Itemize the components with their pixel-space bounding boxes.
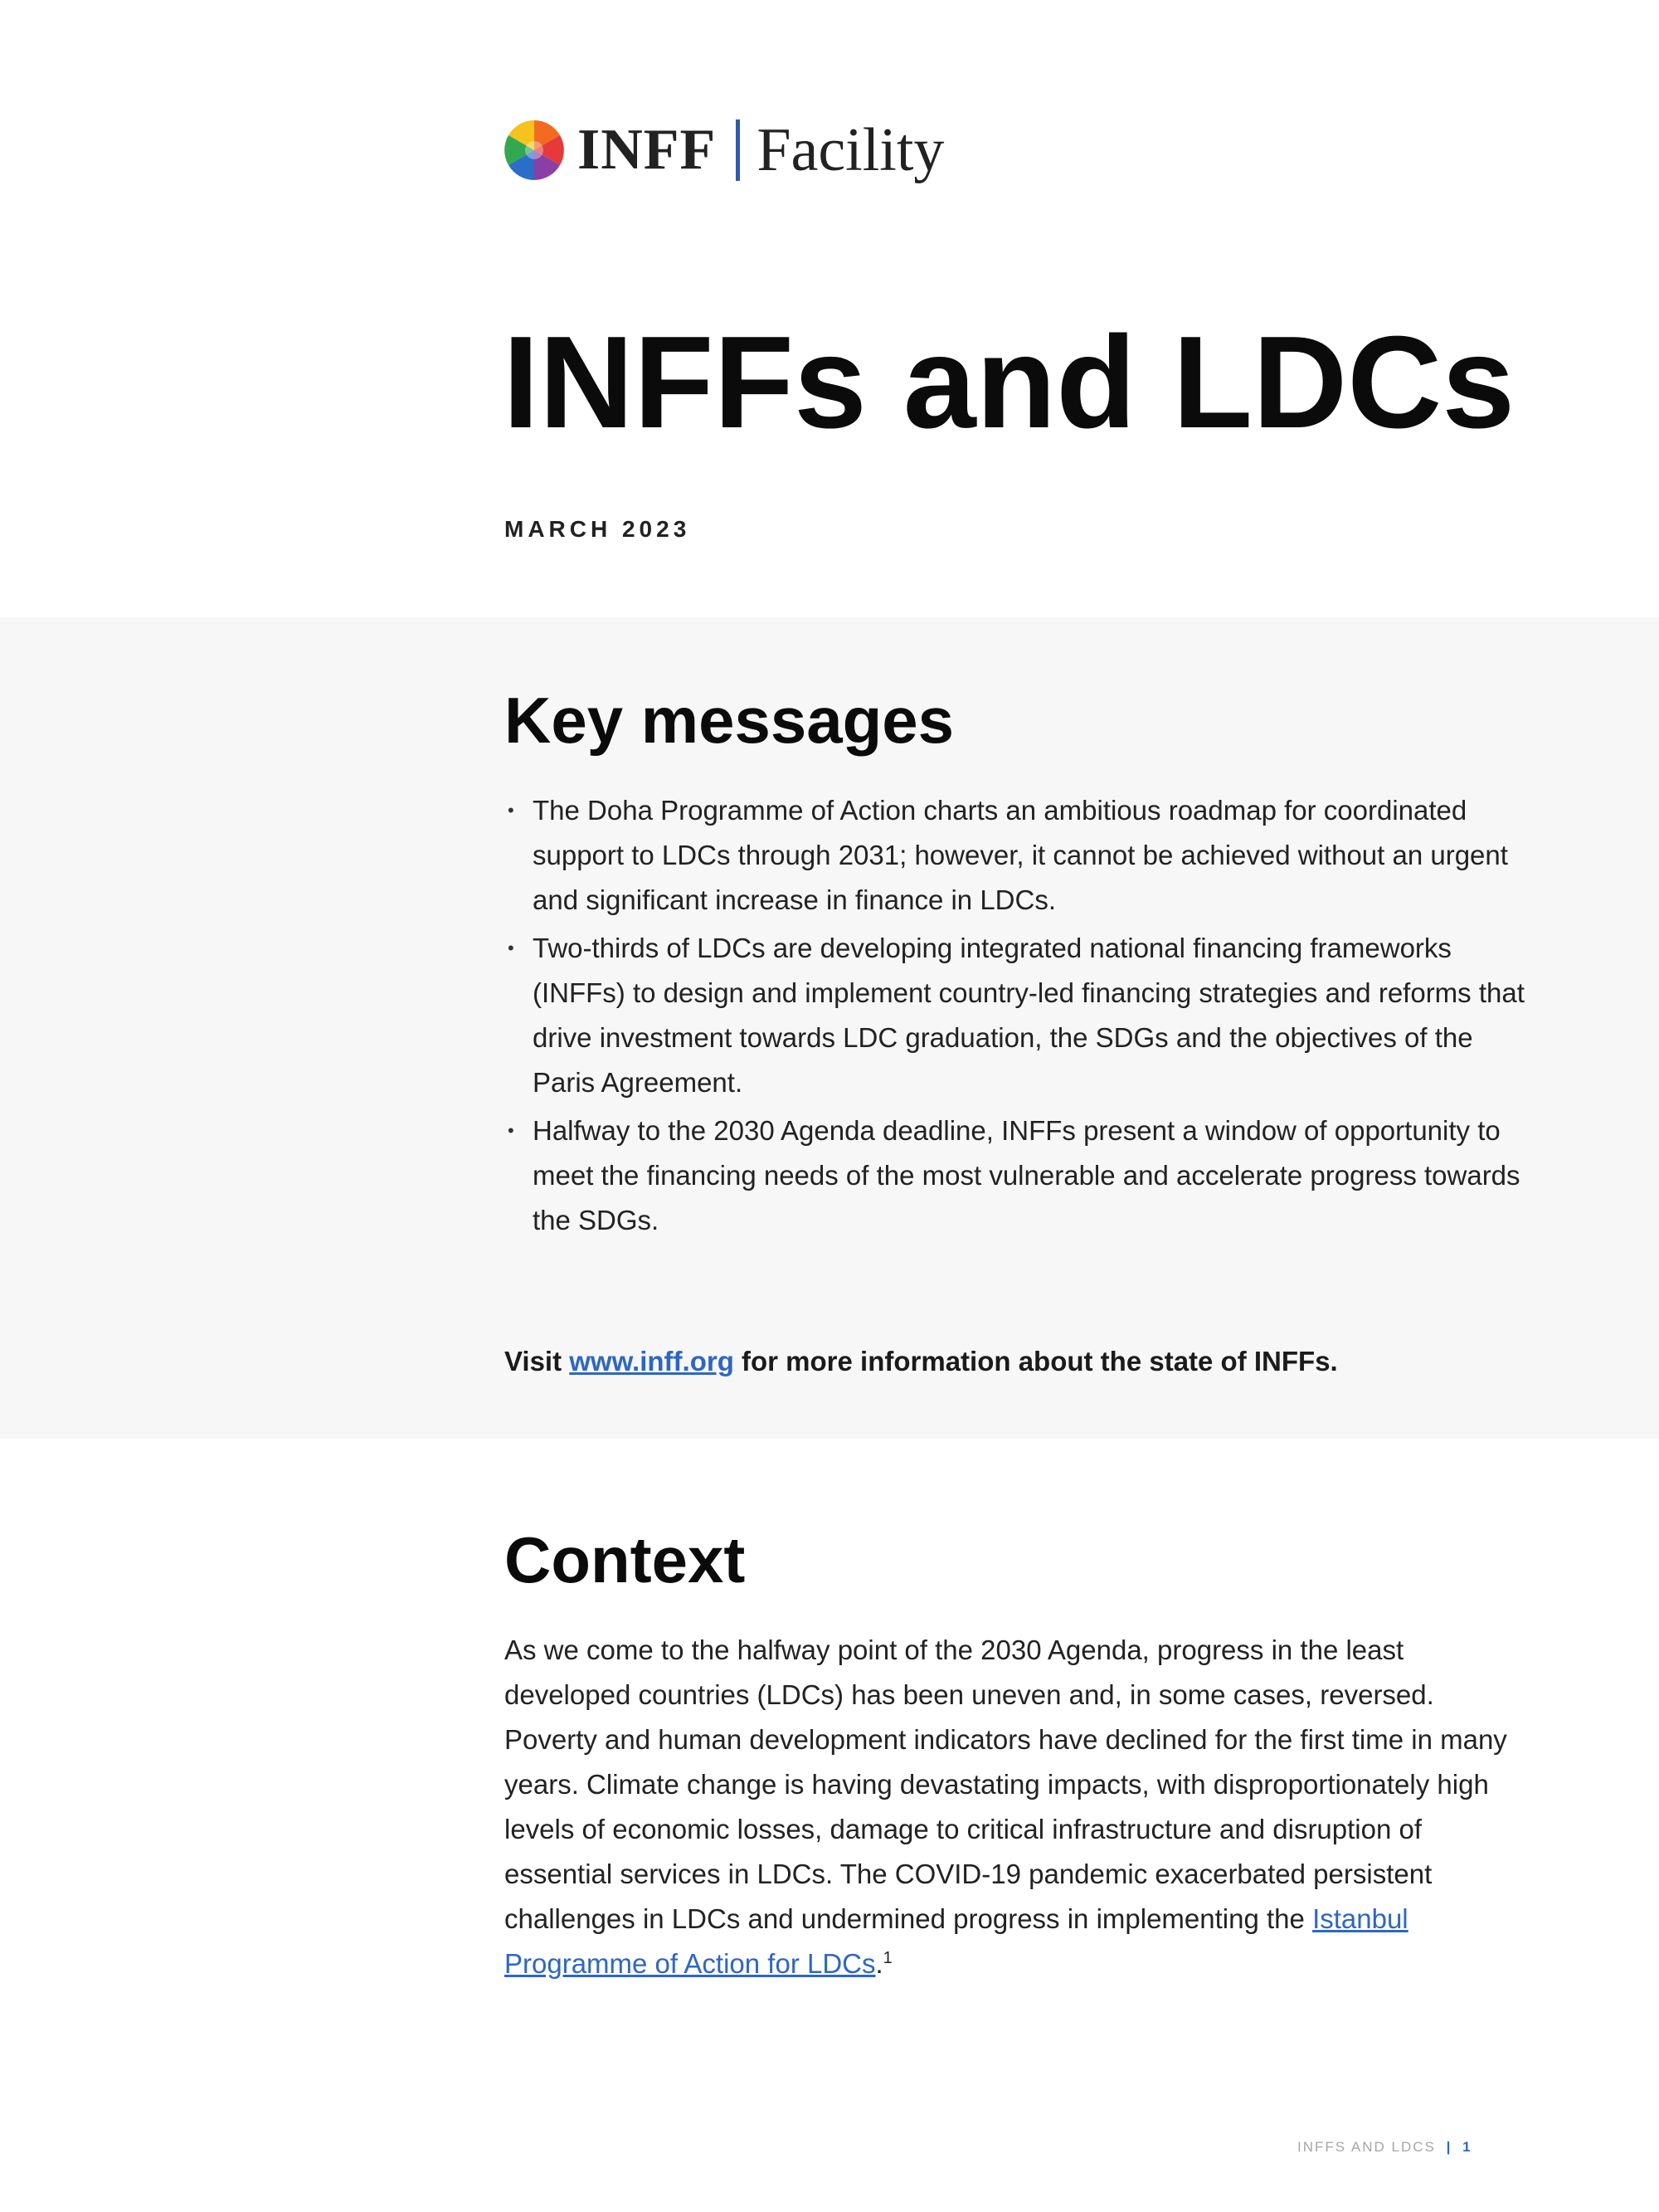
context-end: . xyxy=(875,1948,883,1979)
footer-title: INFFS AND LDCS xyxy=(1297,2139,1436,2155)
key-message-item xyxy=(504,788,1525,923)
key-messages-list xyxy=(504,788,1525,1246)
logo-inff-text: INFF xyxy=(577,118,717,182)
key-message-text: The Doha Programme of Action charts an ambitious roadmap for coordinated support to LDCs through 2031; however, it cannot be achieved without an urgent and significant increase in finance in LDCs. xyxy=(533,795,1508,915)
inff-logo-icon xyxy=(503,119,566,182)
logo-divider xyxy=(736,119,740,181)
inff-website-link[interactable]: www.inff.org xyxy=(569,1346,734,1376)
footer-separator: | xyxy=(1446,2139,1452,2155)
inff-facility-logo xyxy=(503,116,944,184)
logo-facility-text: Facility xyxy=(757,116,945,184)
page-footer xyxy=(1297,2139,1472,2156)
bullet-icon: • xyxy=(508,1120,514,1141)
bullet-icon: • xyxy=(508,800,514,821)
key-message-item xyxy=(504,926,1525,1105)
context-text: As we come to the halfway point of the 2030 Agenda, progress in the least developed countries (LDCs) has been uneven and, in some cases, reversed. Poverty and human development indicators have declined for the first time in many years. Climate change is having devastating impacts, with disproportionately high levels of economic losses, damage to critical infrastructure and disruption of essential services in LDCs. The COVID-19 pandemic exacerbated persistent challenges in LDCs and undermined progress in implementing the xyxy=(504,1635,1507,1934)
key-message-item xyxy=(504,1108,1525,1243)
context-heading: Context xyxy=(504,1523,746,1596)
publication-date: MARCH 2023 xyxy=(504,516,691,542)
visit-note xyxy=(504,1346,1338,1377)
visit-prefix: Visit xyxy=(504,1346,570,1376)
istanbul-programme-link[interactable]: Istanbul Programme of Action for LDCs xyxy=(504,1903,1408,1979)
visit-suffix: for more information about the state of INFFs. xyxy=(733,1346,1338,1376)
page-number: 1 xyxy=(1462,2139,1472,2155)
context-paragraph xyxy=(504,1628,1508,1986)
footnote-ref[interactable]: 1 xyxy=(883,1949,893,1967)
key-message-text: Halfway to the 2030 Agenda deadline, INFFs present a window of opportunity to meet the financing needs of the most vulnerable and accelerate progress towards the SDGs. xyxy=(533,1115,1520,1235)
bullet-icon: • xyxy=(508,938,514,958)
document-title: INFFs and LDCs xyxy=(503,309,1515,456)
key-messages-heading: Key messages xyxy=(504,684,955,757)
key-message-text: Two-thirds of LDCs are developing integrated national financing frameworks (INFFs) to design and implement country-led financing strategies and reforms that drive investment towards LDC graduation, the SDGs and the objectives of the Paris Agreement. xyxy=(533,933,1525,1098)
